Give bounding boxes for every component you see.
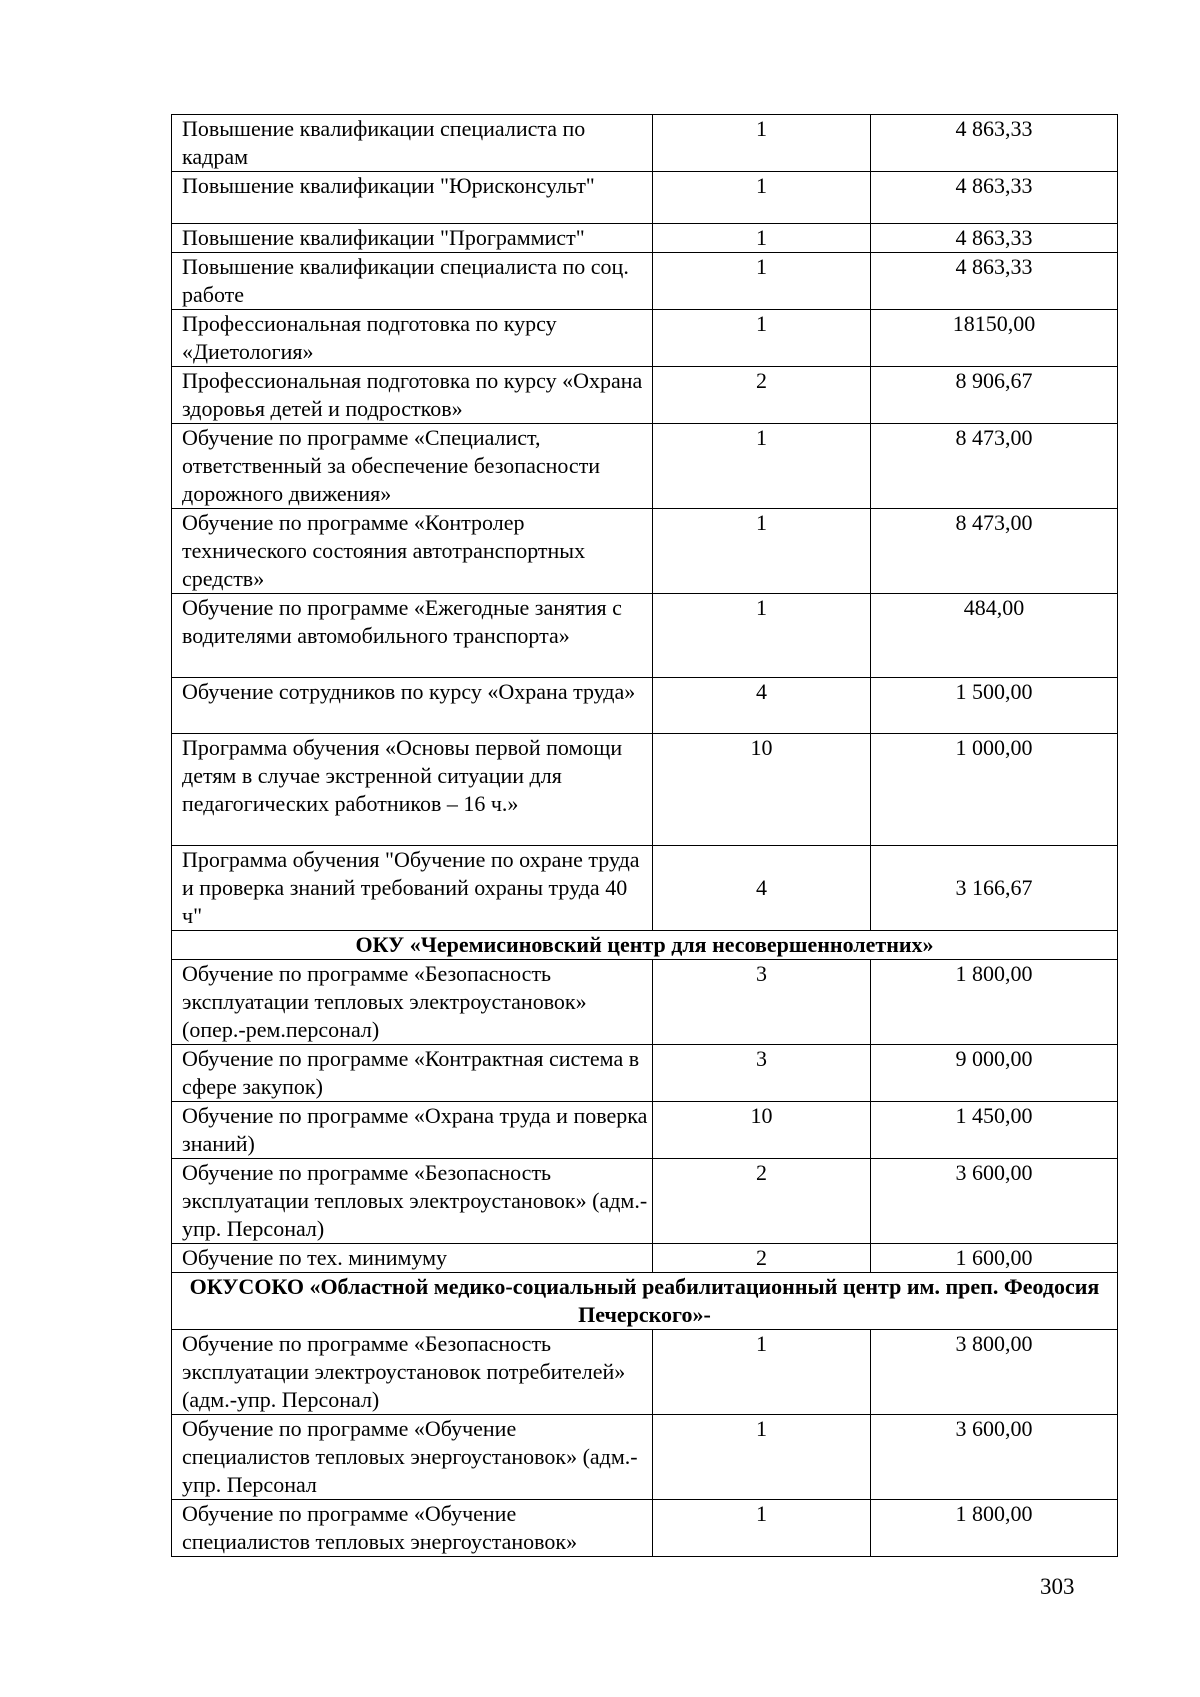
quantity-cell: 1 bbox=[653, 1500, 871, 1557]
cost-cell: 484,00 bbox=[871, 594, 1118, 678]
section-title: ОКУСОКО «Областной медико-социальный реабилитационный центр им. преп. Феодосия Печерского»- bbox=[172, 1273, 1118, 1330]
quantity-cell: 1 bbox=[653, 1415, 871, 1500]
quantity-cell: 1 bbox=[653, 115, 871, 172]
training-name-cell: Обучение по тех. минимуму bbox=[172, 1244, 653, 1273]
quantity-cell: 2 bbox=[653, 367, 871, 424]
cost-cell: 1 000,00 bbox=[871, 734, 1118, 846]
table-row bbox=[172, 846, 1118, 931]
cost-cell: 18150,00 bbox=[871, 310, 1118, 367]
training-name-cell: Повышение квалификации "Программист" bbox=[172, 224, 653, 253]
cost-cell: 3 800,00 bbox=[871, 1330, 1118, 1415]
table-row bbox=[172, 253, 1118, 310]
table-row bbox=[172, 172, 1118, 224]
section-header-row bbox=[172, 931, 1118, 960]
cost-cell: 1 800,00 bbox=[871, 960, 1118, 1045]
quantity-cell: 4 bbox=[653, 678, 871, 734]
table-row bbox=[172, 310, 1118, 367]
training-name-cell: Повышение квалификации специалиста по кадрам bbox=[172, 115, 653, 172]
table-row bbox=[172, 1330, 1118, 1415]
cost-cell: 1 450,00 bbox=[871, 1102, 1118, 1159]
training-name-cell: Профессиональная подготовка по курсу «Диетология» bbox=[172, 310, 653, 367]
cost-cell: 8 906,67 bbox=[871, 367, 1118, 424]
training-name-cell: Повышение квалификации специалиста по соц. работе bbox=[172, 253, 653, 310]
table-row bbox=[172, 1244, 1118, 1273]
training-name-cell: Обучение по программе «Контролер технического состояния автотранспортных средств» bbox=[172, 509, 653, 594]
quantity-cell: 1 bbox=[653, 1330, 871, 1415]
training-name-cell: Обучение по программе «Контрактная система в сфере закупок) bbox=[172, 1045, 653, 1102]
training-name-cell: Профессиональная подготовка по курсу «Охрана здоровья детей и подростков» bbox=[172, 367, 653, 424]
training-name-cell: Обучение по программе «Безопасность эксплуатации электроустановок потребителей» (адм.-упр. Персонал) bbox=[172, 1330, 653, 1415]
table-row bbox=[172, 1102, 1118, 1159]
training-cost-table bbox=[171, 114, 1118, 1557]
quantity-cell: 1 bbox=[653, 310, 871, 367]
cost-cell: 3 600,00 bbox=[871, 1159, 1118, 1244]
training-name-cell: Обучение по программе «Охрана труда и поверка знаний) bbox=[172, 1102, 653, 1159]
quantity-cell: 3 bbox=[653, 960, 871, 1045]
quantity-cell: 10 bbox=[653, 1102, 871, 1159]
training-name-cell: Обучение по программе «Обучение специалистов тепловых энергоустановок» (адм.-упр. Персонал bbox=[172, 1415, 653, 1500]
quantity-cell: 2 bbox=[653, 1244, 871, 1273]
training-name-cell: Повышение квалификации "Юрисконсульт" bbox=[172, 172, 653, 224]
cost-cell: 4 863,33 bbox=[871, 172, 1118, 224]
section-header-row bbox=[172, 1273, 1118, 1330]
training-name-cell: Обучение по программе «Обучение специалистов тепловых энергоустановок» bbox=[172, 1500, 653, 1557]
quantity-cell: 1 bbox=[653, 224, 871, 253]
quantity-cell: 3 bbox=[653, 1045, 871, 1102]
quantity-cell: 2 bbox=[653, 1159, 871, 1244]
cost-cell: 4 863,33 bbox=[871, 224, 1118, 253]
cost-cell: 8 473,00 bbox=[871, 424, 1118, 509]
cost-cell: 4 863,33 bbox=[871, 115, 1118, 172]
cost-cell: 9 000,00 bbox=[871, 1045, 1118, 1102]
quantity-cell: 1 bbox=[653, 594, 871, 678]
table-row bbox=[172, 678, 1118, 734]
table-body bbox=[172, 115, 1118, 1557]
training-name-cell: Обучение по программе «Ежегодные занятия с водителями автомобильного транспорта» bbox=[172, 594, 653, 678]
training-name-cell: Обучение по программе «Безопасность эксплуатации тепловых электроустановок» (опер.-рем.персонал) bbox=[172, 960, 653, 1045]
cost-cell: 1 500,00 bbox=[871, 678, 1118, 734]
cost-cell: 3 600,00 bbox=[871, 1415, 1118, 1500]
training-name-cell: Обучение сотрудников по курсу «Охрана труда» bbox=[172, 678, 653, 734]
training-name-cell: Программа обучения "Обучение по охране труда и проверка знаний требований охраны труда 40 ч" bbox=[172, 846, 653, 931]
table-row bbox=[172, 1159, 1118, 1244]
quantity-cell: 10 bbox=[653, 734, 871, 846]
page-number: 303 bbox=[1040, 1574, 1075, 1599]
table-row bbox=[172, 594, 1118, 678]
cost-cell: 3 166,67 bbox=[871, 846, 1118, 931]
training-name-cell: Обучение по программе «Безопасность эксплуатации тепловых электроустановок» (адм.-упр. Персонал) bbox=[172, 1159, 653, 1244]
training-name-cell: Обучение по программе «Специалист, ответственный за обеспечение безопасности дорожного движения» bbox=[172, 424, 653, 509]
table-row bbox=[172, 734, 1118, 846]
quantity-cell: 1 bbox=[653, 253, 871, 310]
table-row bbox=[172, 424, 1118, 509]
quantity-cell: 1 bbox=[653, 172, 871, 224]
cost-cell: 8 473,00 bbox=[871, 509, 1118, 594]
table-row bbox=[172, 509, 1118, 594]
table-row bbox=[172, 367, 1118, 424]
table-row bbox=[172, 1415, 1118, 1500]
table-row bbox=[172, 115, 1118, 172]
cost-cell: 4 863,33 bbox=[871, 253, 1118, 310]
quantity-cell: 1 bbox=[653, 424, 871, 509]
quantity-cell: 1 bbox=[653, 509, 871, 594]
cost-cell: 1 800,00 bbox=[871, 1500, 1118, 1557]
table-row bbox=[172, 224, 1118, 253]
training-name-cell: Программа обучения «Основы первой помощи детям в случае экстренной ситуации для педагогических работников – 16 ч.» bbox=[172, 734, 653, 846]
cost-cell: 1 600,00 bbox=[871, 1244, 1118, 1273]
table-row bbox=[172, 960, 1118, 1045]
section-title: ОКУ «Черемисиновский центр для несовершеннолетних» bbox=[172, 931, 1118, 960]
quantity-cell: 4 bbox=[653, 846, 871, 931]
table-row bbox=[172, 1500, 1118, 1557]
table-row bbox=[172, 1045, 1118, 1102]
